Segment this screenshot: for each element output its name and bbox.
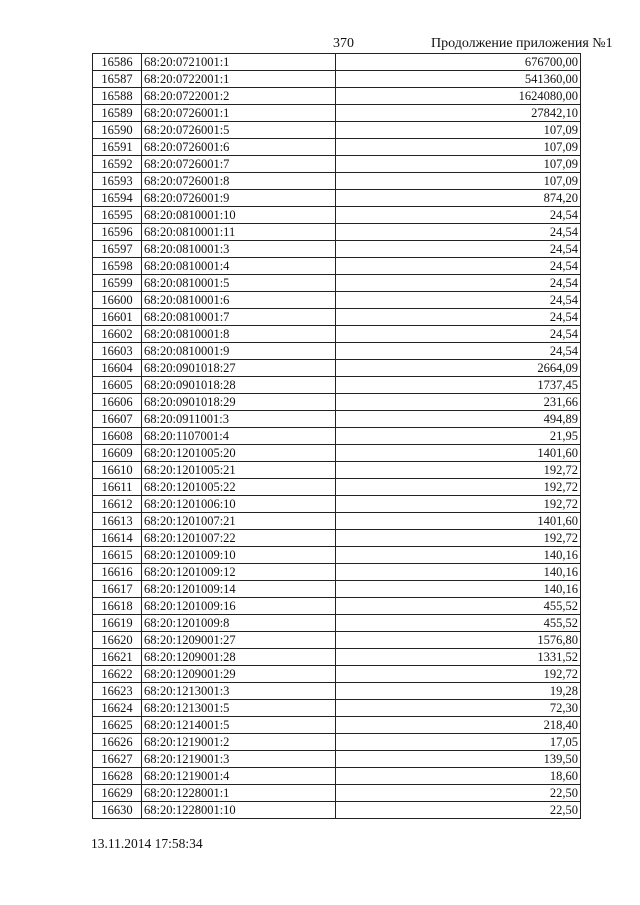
table-row <box>93 802 581 819</box>
table-row <box>93 717 581 734</box>
row-number: 16595 <box>93 207 142 224</box>
row-number: 16616 <box>93 564 142 581</box>
cadastral-number: 68:20:0901018:27 <box>142 360 336 377</box>
row-number: 16591 <box>93 139 142 156</box>
cadastral-number: 68:20:0810001:5 <box>142 275 336 292</box>
cadastral-number: 68:20:1209001:27 <box>142 632 336 649</box>
cadastral-number: 68:20:1201009:10 <box>142 547 336 564</box>
cadastral-number: 68:20:0726001:8 <box>142 173 336 190</box>
cadastral-value: 192,72 <box>336 530 581 547</box>
row-number: 16614 <box>93 530 142 547</box>
cadastral-number: 68:20:1228001:1 <box>142 785 336 802</box>
cadastral-number: 68:20:1228001:10 <box>142 802 336 819</box>
row-number: 16601 <box>93 309 142 326</box>
row-number: 16625 <box>93 717 142 734</box>
cadastral-number: 68:20:0901018:29 <box>142 394 336 411</box>
row-number: 16590 <box>93 122 142 139</box>
row-number: 16606 <box>93 394 142 411</box>
print-timestamp: 13.11.2014 17:58:34 <box>91 836 203 851</box>
cadastral-number: 68:20:1201009:12 <box>142 564 336 581</box>
table-row <box>93 411 581 428</box>
cadastral-value: 24,54 <box>336 207 581 224</box>
row-number: 16630 <box>93 802 142 819</box>
table-row <box>93 241 581 258</box>
table-row <box>93 88 581 105</box>
table-row <box>93 581 581 598</box>
cadastral-value: 19,28 <box>336 683 581 700</box>
cadastral-value: 218,40 <box>336 717 581 734</box>
row-number: 16617 <box>93 581 142 598</box>
table-row <box>93 190 581 207</box>
row-number: 16627 <box>93 751 142 768</box>
row-number: 16604 <box>93 360 142 377</box>
cadastral-number: 68:20:0726001:6 <box>142 139 336 156</box>
table-row <box>93 343 581 360</box>
cadastral-value: 494,89 <box>336 411 581 428</box>
row-number: 16621 <box>93 649 142 666</box>
cadastral-value: 107,09 <box>336 139 581 156</box>
cadastral-value: 72,30 <box>336 700 581 717</box>
table-row <box>93 530 581 547</box>
cadastral-value: 140,16 <box>336 581 581 598</box>
cadastral-value: 140,16 <box>336 547 581 564</box>
cadastral-value: 24,54 <box>336 326 581 343</box>
table-row <box>93 428 581 445</box>
row-number: 16603 <box>93 343 142 360</box>
cadastral-number: 68:20:0901018:28 <box>142 377 336 394</box>
cadastral-value: 1401,60 <box>336 445 581 462</box>
table-row <box>93 734 581 751</box>
row-number: 16592 <box>93 156 142 173</box>
table-row <box>93 496 581 513</box>
cadastral-number: 68:20:0722001:2 <box>142 88 336 105</box>
table-row <box>93 394 581 411</box>
table-row <box>93 258 581 275</box>
row-number: 16607 <box>93 411 142 428</box>
cadastral-value: 24,54 <box>336 241 581 258</box>
cadastral-value: 1331,52 <box>336 649 581 666</box>
cadastral-value: 1624080,00 <box>336 88 581 105</box>
row-number: 16602 <box>93 326 142 343</box>
cadastral-value: 1737,45 <box>336 377 581 394</box>
row-number: 16597 <box>93 241 142 258</box>
cadastral-number: 68:20:0810001:3 <box>142 241 336 258</box>
cadastral-number: 68:20:1201009:16 <box>142 598 336 615</box>
table-row <box>93 615 581 632</box>
row-number: 16600 <box>93 292 142 309</box>
cadastral-value: 676700,00 <box>336 54 581 71</box>
row-number: 16610 <box>93 462 142 479</box>
cadastral-value: 455,52 <box>336 615 581 632</box>
cadastral-value: 541360,00 <box>336 71 581 88</box>
table-row <box>93 224 581 241</box>
cadastral-value: 21,95 <box>336 428 581 445</box>
table-row <box>93 666 581 683</box>
table-row <box>93 479 581 496</box>
cadastral-value: 1401,60 <box>336 513 581 530</box>
cadastral-number: 68:20:1201009:14 <box>142 581 336 598</box>
table-row <box>93 173 581 190</box>
row-number: 16587 <box>93 71 142 88</box>
table-row <box>93 547 581 564</box>
cadastral-value: 107,09 <box>336 122 581 139</box>
cadastral-number: 68:20:0810001:4 <box>142 258 336 275</box>
cadastral-number: 68:20:1201009:8 <box>142 615 336 632</box>
table-row <box>93 598 581 615</box>
cadastral-value: 192,72 <box>336 496 581 513</box>
cadastral-value: 24,54 <box>336 292 581 309</box>
cadastral-number: 68:20:1201005:20 <box>142 445 336 462</box>
registry-table <box>92 53 581 819</box>
row-number: 16608 <box>93 428 142 445</box>
cadastral-number: 68:20:1219001:3 <box>142 751 336 768</box>
table-row <box>93 700 581 717</box>
table-row <box>93 309 581 326</box>
cadastral-number: 68:20:0810001:9 <box>142 343 336 360</box>
table-row <box>93 683 581 700</box>
cadastral-number: 68:20:0810001:6 <box>142 292 336 309</box>
cadastral-number: 68:20:0726001:1 <box>142 105 336 122</box>
cadastral-value: 22,50 <box>336 785 581 802</box>
cadastral-value: 192,72 <box>336 462 581 479</box>
cadastral-value: 24,54 <box>336 275 581 292</box>
cadastral-number: 68:20:1107001:4 <box>142 428 336 445</box>
cadastral-value: 24,54 <box>336 224 581 241</box>
table-row <box>93 751 581 768</box>
cadastral-number: 68:20:1201005:22 <box>142 479 336 496</box>
table-row <box>93 360 581 377</box>
table-row <box>93 462 581 479</box>
cadastral-value: 139,50 <box>336 751 581 768</box>
row-number: 16612 <box>93 496 142 513</box>
cadastral-value: 107,09 <box>336 156 581 173</box>
table-row <box>93 785 581 802</box>
cadastral-value: 27842,10 <box>336 105 581 122</box>
row-number: 16609 <box>93 445 142 462</box>
cadastral-value: 2664,09 <box>336 360 581 377</box>
row-number: 16629 <box>93 785 142 802</box>
row-number: 16589 <box>93 105 142 122</box>
table-row <box>93 649 581 666</box>
cadastral-value: 24,54 <box>336 309 581 326</box>
cadastral-number: 68:20:0810001:10 <box>142 207 336 224</box>
cadastral-number: 68:20:0726001:9 <box>142 190 336 207</box>
cadastral-number: 68:20:1209001:28 <box>142 649 336 666</box>
table-row <box>93 513 581 530</box>
row-number: 16611 <box>93 479 142 496</box>
registry-table-body <box>93 54 581 819</box>
cadastral-number: 68:20:1201006:10 <box>142 496 336 513</box>
cadastral-number: 68:20:0810001:8 <box>142 326 336 343</box>
table-row <box>93 139 581 156</box>
table-row <box>93 564 581 581</box>
cadastral-value: 192,72 <box>336 479 581 496</box>
cadastral-number: 68:20:1214001:5 <box>142 717 336 734</box>
cadastral-number: 68:20:0726001:5 <box>142 122 336 139</box>
row-number: 16598 <box>93 258 142 275</box>
page-number: 370 <box>333 36 354 51</box>
cadastral-number: 68:20:0726001:7 <box>142 156 336 173</box>
table-row <box>93 71 581 88</box>
table-row <box>93 326 581 343</box>
table-row <box>93 445 581 462</box>
cadastral-number: 68:20:1201007:22 <box>142 530 336 547</box>
cadastral-number: 68:20:0721001:1 <box>142 54 336 71</box>
table-row <box>93 275 581 292</box>
cadastral-value: 107,09 <box>336 173 581 190</box>
cadastral-value: 140,16 <box>336 564 581 581</box>
row-number: 16619 <box>93 615 142 632</box>
row-number: 16628 <box>93 768 142 785</box>
row-number: 16615 <box>93 547 142 564</box>
table-row <box>93 122 581 139</box>
cadastral-number: 68:20:1219001:2 <box>142 734 336 751</box>
cadastral-value: 1576,80 <box>336 632 581 649</box>
cadastral-number: 68:20:1213001:3 <box>142 683 336 700</box>
cadastral-value: 192,72 <box>336 666 581 683</box>
table-row <box>93 156 581 173</box>
cadastral-value: 231,66 <box>336 394 581 411</box>
row-number: 16622 <box>93 666 142 683</box>
table-row <box>93 105 581 122</box>
cadastral-number: 68:20:0810001:7 <box>142 309 336 326</box>
cadastral-number: 68:20:0722001:1 <box>142 71 336 88</box>
table-row <box>93 292 581 309</box>
table-row <box>93 54 581 71</box>
row-number: 16624 <box>93 700 142 717</box>
table-row <box>93 768 581 785</box>
cadastral-value: 455,52 <box>336 598 581 615</box>
row-number: 16586 <box>93 54 142 71</box>
row-number: 16626 <box>93 734 142 751</box>
row-number: 16596 <box>93 224 142 241</box>
table-row <box>93 632 581 649</box>
cadastral-number: 68:20:0810001:11 <box>142 224 336 241</box>
row-number: 16618 <box>93 598 142 615</box>
row-number: 16594 <box>93 190 142 207</box>
cadastral-number: 68:20:1209001:29 <box>142 666 336 683</box>
row-number: 16599 <box>93 275 142 292</box>
cadastral-number: 68:20:1213001:5 <box>142 700 336 717</box>
table-row <box>93 377 581 394</box>
row-number: 16588 <box>93 88 142 105</box>
continuation-heading: Продолжение приложения №1 <box>431 36 613 51</box>
cadastral-value: 22,50 <box>336 802 581 819</box>
cadastral-number: 68:20:0911001:3 <box>142 411 336 428</box>
row-number: 16593 <box>93 173 142 190</box>
cadastral-value: 18,60 <box>336 768 581 785</box>
table-row <box>93 207 581 224</box>
row-number: 16620 <box>93 632 142 649</box>
row-number: 16605 <box>93 377 142 394</box>
row-number: 16613 <box>93 513 142 530</box>
cadastral-value: 24,54 <box>336 258 581 275</box>
cadastral-value: 874,20 <box>336 190 581 207</box>
row-number: 16623 <box>93 683 142 700</box>
cadastral-value: 24,54 <box>336 343 581 360</box>
cadastral-number: 68:20:1201007:21 <box>142 513 336 530</box>
cadastral-number: 68:20:1219001:4 <box>142 768 336 785</box>
cadastral-value: 17,05 <box>336 734 581 751</box>
cadastral-number: 68:20:1201005:21 <box>142 462 336 479</box>
